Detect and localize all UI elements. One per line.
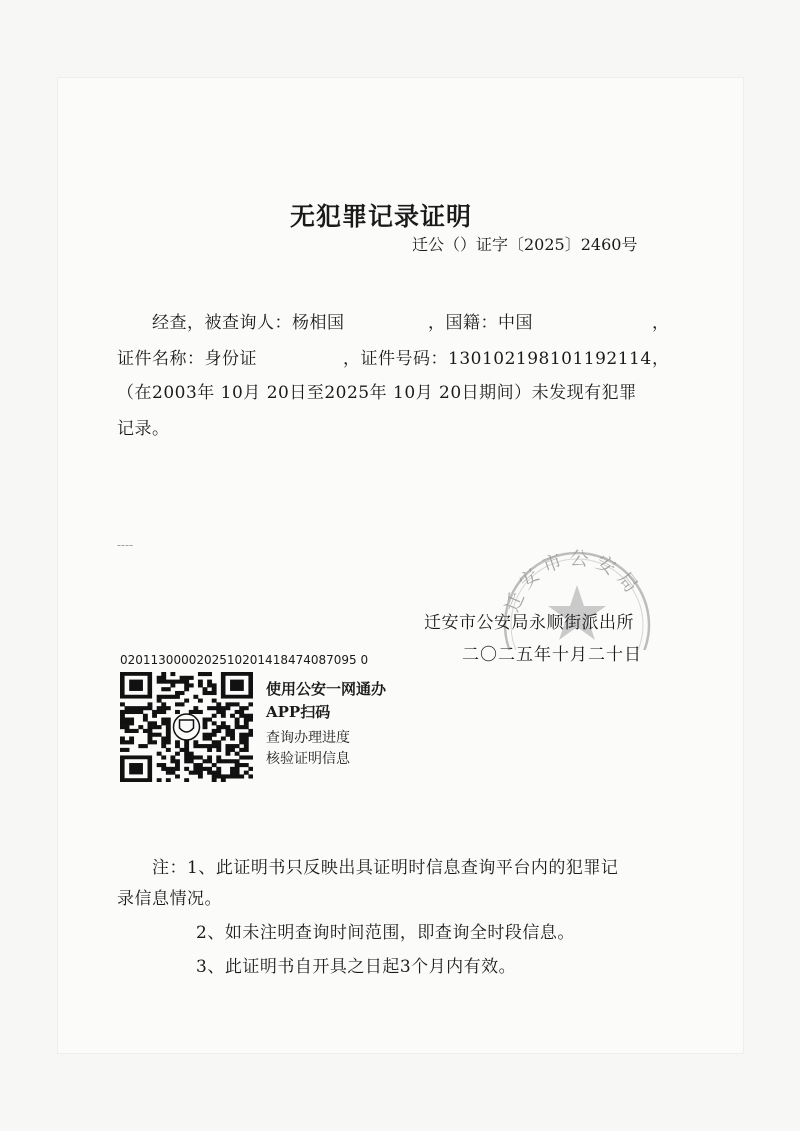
line1-end-comma: ， bbox=[652, 313, 669, 333]
id-number-line: ，证件号码：130102198101192114 bbox=[343, 349, 652, 369]
document-title: 无犯罪记录证明 bbox=[290, 202, 473, 231]
id-type-line: 证件名称：身份证 bbox=[117, 349, 257, 369]
serial-number: 0201130000202510201418474087095 0 bbox=[120, 653, 369, 667]
qr-code[interactable] bbox=[120, 672, 253, 782]
subject-name-line: 经查，被查询人：杨相国 bbox=[152, 313, 345, 333]
query-period-line: （在2003年 10月 20日至2025年 10月 20日期间）未发现有犯罪 bbox=[117, 383, 637, 403]
note-2: 2、如未注明查询时间范围，即查询全时段信息。 bbox=[196, 923, 575, 943]
issuing-office: 迁安市公安局永顺街派出所 bbox=[424, 613, 634, 633]
qr-heading-line1: 使用公安一网通办 bbox=[266, 680, 387, 698]
divider-mark: ---- bbox=[117, 538, 134, 552]
qr-subtext-line1: 查询办理进度 bbox=[266, 730, 350, 746]
issue-date: 二〇二五年十月二十日 bbox=[462, 645, 642, 665]
line2-end-comma: ， bbox=[652, 349, 669, 369]
official-seal bbox=[492, 540, 662, 650]
seal-text: 迁安市公安局 bbox=[501, 547, 646, 616]
note-3: 3、此证明书自开具之日起3个月内有效。 bbox=[196, 957, 517, 977]
qr-heading-line2: APP扫码 bbox=[266, 703, 331, 721]
nationality-line: ，国籍：中国 bbox=[428, 313, 533, 333]
note-1b: 录信息情况。 bbox=[117, 889, 222, 909]
qr-subtext-line2: 核验证明信息 bbox=[266, 751, 350, 767]
document-number: 迁公（）证字〔2025〕2460号 bbox=[412, 235, 638, 254]
result-line: 记录。 bbox=[117, 419, 170, 439]
note-1a: 注：1、此证明书只反映出具证明时信息查询平台内的犯罪记 bbox=[152, 858, 619, 878]
